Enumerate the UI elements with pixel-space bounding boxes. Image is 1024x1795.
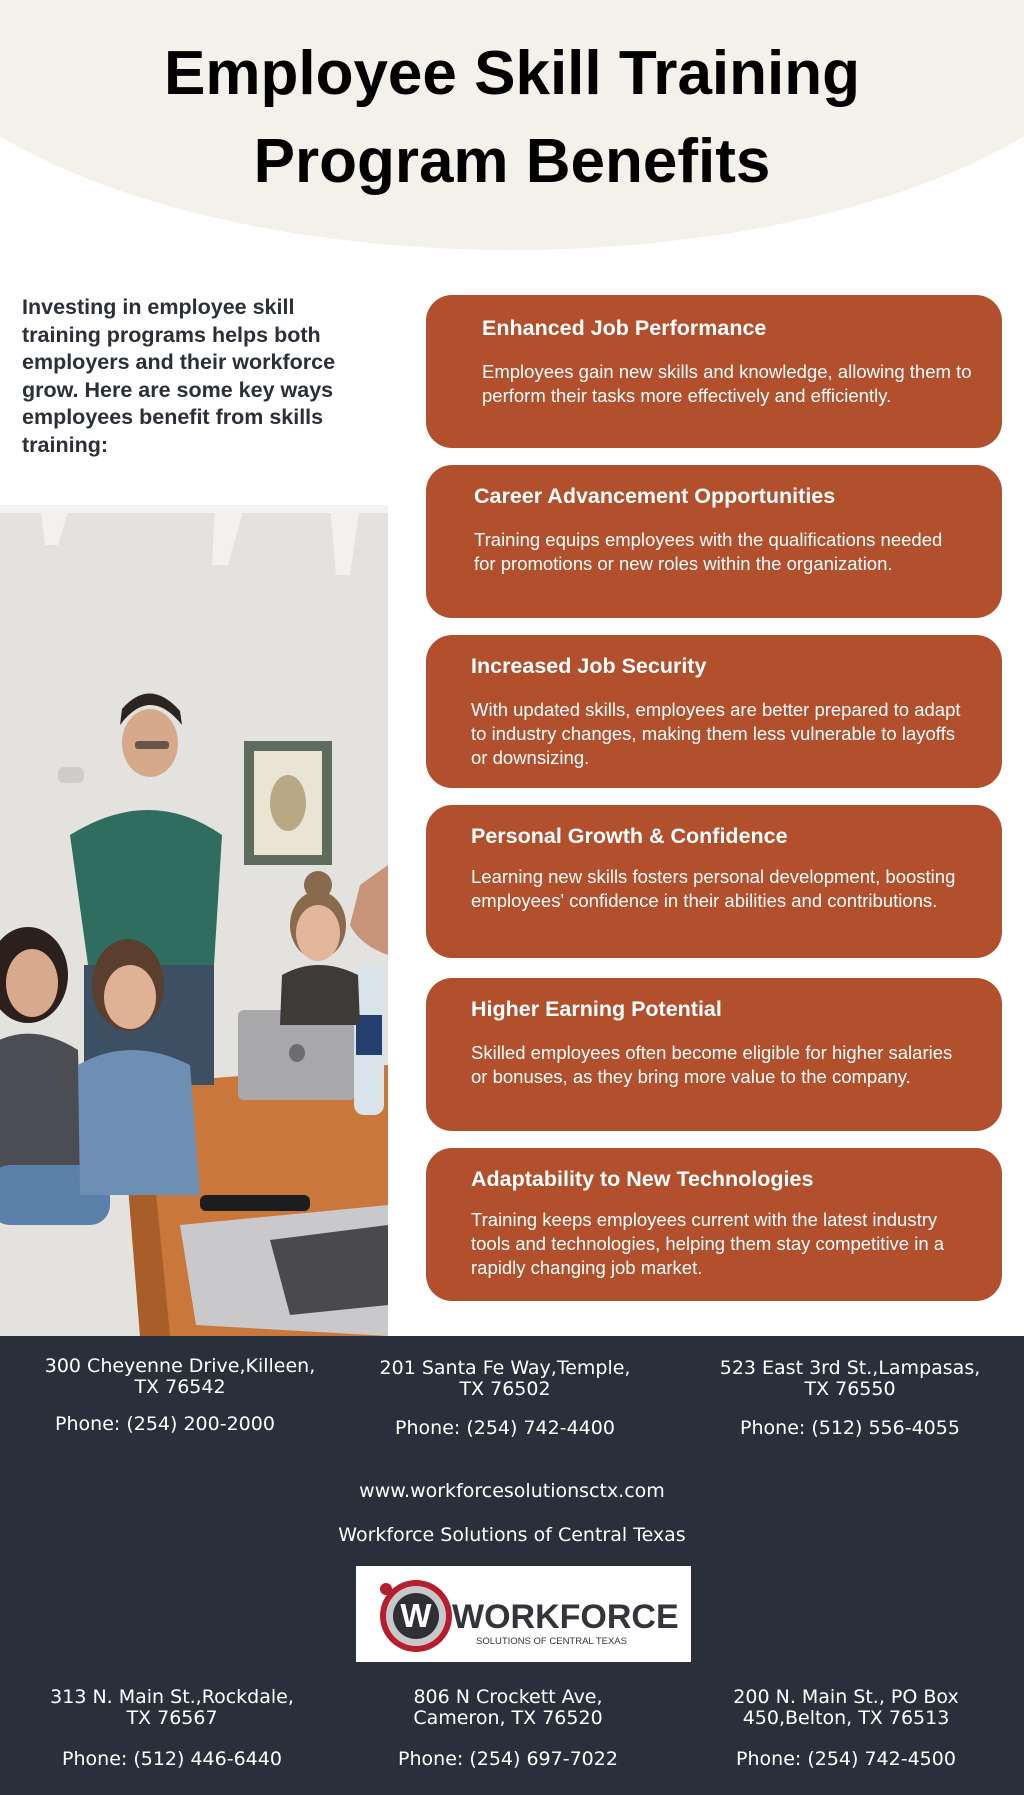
office-phone: Phone: (254) 742-4500	[736, 1748, 956, 1770]
footer	[0, 1336, 1024, 1795]
office-address-line-2: 450,Belton, TX 76513	[742, 1707, 950, 1729]
logo-wordmark: WORKFORCE	[452, 1598, 679, 1636]
office-cameron	[358, 1687, 658, 1771]
website-link[interactable]: www.workforcesolutionsctx.com	[359, 1480, 665, 1502]
office-address-line-1: 313 N. Main St.,Rockdale,	[50, 1686, 294, 1708]
workforce-logo	[356, 1566, 691, 1662]
benefit-title: Personal Growth & Confidence	[471, 824, 788, 848]
office-address-line-2: TX 76542	[134, 1376, 226, 1398]
benefit-card-personal-growth	[426, 805, 1002, 958]
organization-name: Workforce Solutions of Central Texas	[338, 1524, 686, 1546]
office-address-line-2: TX 76502	[459, 1378, 551, 1400]
benefit-title: Enhanced Job Performance	[482, 316, 767, 340]
office-temple	[355, 1358, 655, 1440]
logo-subtext: SOLUTIONS OF CENTRAL TEXAS	[476, 1636, 627, 1647]
office-address-line-1: 523 East 3rd St.,Lampasas,	[719, 1357, 981, 1379]
office-address-line-1: 300 Cheyenne Drive,Killeen,	[44, 1355, 316, 1377]
benefit-card-career-advancement	[426, 465, 1002, 618]
office-lampasas	[700, 1358, 1000, 1440]
office-rockdale	[22, 1687, 322, 1771]
benefit-title: Career Advancement Opportunities	[474, 484, 836, 508]
office-phone: Phone: (512) 556-4055	[740, 1417, 960, 1439]
office-address-line-1: 806 N Crockett Ave,	[413, 1686, 603, 1708]
benefit-text: Employees gain new skills and knowledge, allowing them to perform their tasks more effectively and efficiently.	[482, 361, 972, 406]
benefit-title: Increased Job Security	[471, 654, 707, 678]
office-belton	[696, 1687, 996, 1771]
office-phone: Phone: (254) 200-2000	[55, 1413, 275, 1435]
benefit-title: Adaptability to New Technologies	[471, 1167, 814, 1191]
office-address-line-2: TX 76550	[804, 1378, 896, 1400]
benefit-card-new-technologies	[426, 1148, 1002, 1301]
office-phone: Phone: (512) 446-6440	[62, 1748, 282, 1770]
benefit-text: Learning new skills fosters personal development, boosting employees' confidence in their abilities and contributions.	[471, 866, 956, 911]
benefit-text: With updated skills, employees are better prepared to adapt to industry changes, making them less vulnerable to layoffs or downsizing.	[471, 699, 961, 768]
benefit-text: Training keeps employees current with the latest industry tools and technologies, helping them stay competitive in a rapidly changing job market.	[471, 1209, 945, 1278]
office-address-line-1: 201 Santa Fe Way,Temple,	[379, 1357, 631, 1379]
benefit-card-job-security	[426, 635, 1002, 788]
title-line-2: Program Benefits	[253, 127, 771, 196]
benefit-title: Higher Earning Potential	[471, 997, 722, 1021]
svg-text:W: W	[400, 1597, 432, 1634]
intro-text: Investing in employee skill training programs helps both employers and their workforce grow. Here are some key ways employees benefit from skills training:	[22, 295, 336, 457]
office-address-line-2: Cameron, TX 76520	[413, 1707, 603, 1729]
team-photo	[0, 505, 388, 1336]
office-phone: Phone: (254) 697-7022	[398, 1748, 618, 1770]
page-title	[0, 30, 1024, 206]
office-phone: Phone: (254) 742-4400	[395, 1417, 615, 1439]
office-address-line-1: 200 N. Main St., PO Box	[733, 1686, 959, 1708]
benefit-card-job-performance	[426, 295, 1002, 448]
title-line-1: Employee Skill Training	[164, 39, 860, 108]
benefit-card-earning-potential	[426, 978, 1002, 1131]
office-address-line-2: TX 76567	[126, 1707, 218, 1729]
office-killeen	[30, 1356, 330, 1436]
benefit-text: Skilled employees often become eligible for higher salaries or bonuses, as they bring more value to the company.	[471, 1042, 953, 1087]
benefit-text: Training equips employees with the qualifications needed for promotions or new roles within the organization.	[474, 529, 943, 574]
